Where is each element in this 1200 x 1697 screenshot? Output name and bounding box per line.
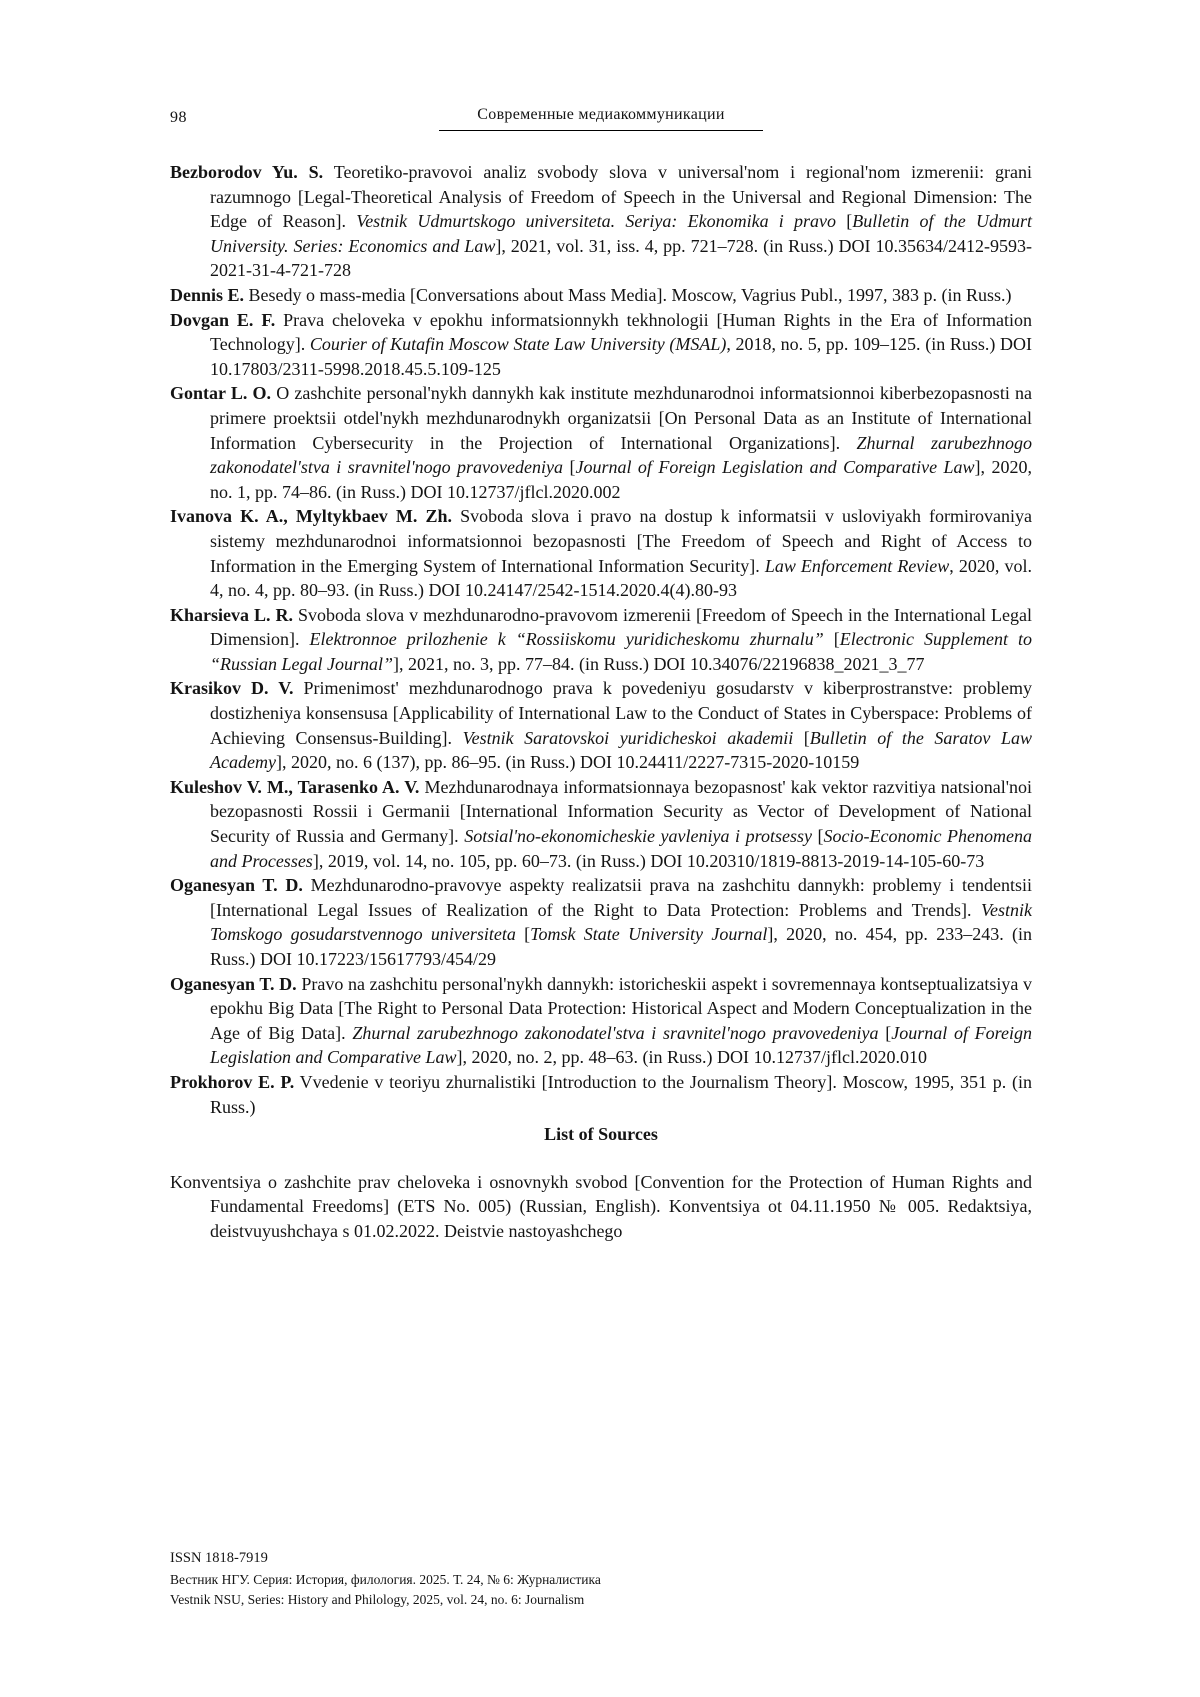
reference-text: [	[563, 457, 576, 478]
reference-entry	[170, 160, 1032, 283]
journal-title: Bulletin of the Saratov Law Academy	[210, 727, 1032, 773]
reference-text: [	[811, 826, 824, 847]
reference-text: Vvedenie v teoriyu zhurnalistiki [Introduction to the Journalism Theory]. Moscow, 1995, 351 p. (in Russ.)	[210, 1071, 1032, 1117]
author-names: Kuleshov V. M., Tarasenko A. V.	[170, 776, 420, 797]
reference-text: [	[793, 727, 810, 748]
reference-text: Besedy o mass-media [Conversations about Mass Media]. Moscow, Vagrius Publ., 1997, 383 p. (in Russ.)	[244, 284, 1012, 305]
running-title: Современные медиакоммуникации	[439, 106, 762, 131]
reference-entry	[170, 504, 1032, 602]
footer-issn: ISSN 1818-7919	[170, 1550, 268, 1566]
journal-title: Zhurnal zarubezhnogo zakonodatel'stva i sravnitel'nogo pravovedeniya	[352, 1022, 879, 1043]
journal-title: Vestnik Saratovskoi yuridicheskoi akademii	[462, 727, 794, 748]
reference-text: Mezhdunarodno-pravovye aspekty realizatsii prava na zashchitu dannykh: problemy i tendentsii [International Legal Issues of Realization of the Right to Data Protection: Problems and Trends].	[210, 875, 1032, 920]
reference-entry	[170, 873, 1032, 971]
journal-title: Courier of Kutafin Moscow State Law University (MSAL)	[309, 334, 727, 355]
journal-title: Law Enforcement Review	[764, 555, 950, 576]
page-footer	[170, 1548, 601, 1610]
author-names: Oganesyan T. D.	[170, 875, 303, 896]
reference-text: Svoboda slova i pravo na dostup k informatsii v usloviyakh formirovaniya sistemy mezhdunarodnoi informatsionnoi bezopasnosti [The Freedom of Speech and Right of Access to Information in the Emerging System of International Information Security].	[210, 506, 1033, 576]
reference-text: [	[515, 924, 531, 945]
reference-text: ], 2019, vol. 14, no. 105, pp. 60–73. (in Russ.) DOI 10.20310/1819-8813-2019-14-105-60-73	[312, 850, 985, 871]
reference-text: ], 2020, no. 2, pp. 48–63. (in Russ.) DOI 10.12737/jflcl.2020.010	[456, 1047, 927, 1068]
reference-text: O zashchite personal'nykh dannykh kak institute mezhdunarodnoi informatsionnoi kiberbezopasnosti na primere proektsii otdel'nykh mezhdunarodnykh organizatsii [On Personal Data as an Institute of International Information Cybersecurity in the Projection of International Organizations].	[210, 383, 1032, 453]
author-names: Gontar L. O.	[170, 383, 272, 404]
reference-text: Primenimost' mezhdunarodnogo prava k povedeniyu gosudarstv v kiberprostranstve: problemy dostizheniya konsensusa [Applicability of International Law to the Conduct of States in Cyberspace: Problems of Achieving Consensus-Building].	[210, 678, 1033, 748]
reference-entry	[170, 603, 1032, 677]
journal-title: Vestnik Udmurtskogo universiteta. Seriya: Ekonomika i pravo	[356, 211, 837, 232]
journal-title: Zhurnal zarubezhnogo zakonodatel'stva i sravnitel'nogo pravovedeniya	[210, 432, 1032, 478]
journal-title: Journal of Foreign Legislation and Comparative Law	[575, 457, 975, 478]
journal-title: Tomsk State University Journal	[530, 924, 768, 945]
author-names: Dovgan E. F.	[170, 309, 276, 330]
reference-entry	[170, 308, 1032, 382]
author-names: Oganesyan T. D.	[170, 973, 297, 994]
author-names: Ivanova K. A., Myltykbaev M. Zh.	[170, 506, 453, 527]
reference-entry	[170, 283, 1032, 308]
reference-text: Prava cheloveka v epokhu informatsionnykh tekhnologii [Human Rights in the Era of Information Technology].	[210, 309, 1032, 355]
footer-line-ru: Вестник НГУ. Серия: История, филология. 2025. Т. 24, № 6: Журналистика	[170, 1572, 601, 1587]
reference-text: ], 2020, no. 454, pp. 233–243. (in Russ.) DOI 10.17223/15617793/454/29	[210, 924, 1032, 969]
page-number: 98	[170, 109, 187, 126]
reference-text: Pravo na zashchitu personal'nykh dannykh: istoricheskii aspekt i sovremennaya kontseptualizatsiya v epokhu Big Data [The Right to Personal Data Protection: Historical Aspect and Modern Conceptualization in the Age of Big Data].	[210, 973, 1032, 1043]
reference-text: , 2020, vol. 4, no. 4, pp. 80–93. (in Russ.) DOI 10.24147/2542-1514.2020.4(4).80-93	[210, 555, 1032, 601]
author-names: Prokhorov E. P.	[170, 1071, 295, 1092]
reference-text: Mezhdunarodnaya informatsionnaya bezopasnost' kak vektor razvitiya natsional'noi bezopasnosti Rossii i Germanii [International Information Security as Vector of Development of National Security of Russia and Germany].	[210, 776, 1032, 847]
running-title-wrap	[170, 106, 1032, 131]
page-header	[170, 106, 1032, 131]
sources-heading: List of Sources	[544, 1124, 658, 1145]
reference-text: [	[836, 211, 853, 232]
reference-text: Konventsiya o zashchite prav cheloveka i osnovnykh svobod [Convention for the Protection of Human Rights and Fundamental Freedoms] (ETS No. 005) (Russian, English). Konventsiya ot 04.11.1950 № 005. Redaktsiya, deistvuyushchaya s 01.02.2022. Deistvie nastoyashchego	[170, 1171, 1032, 1241]
reference-entry	[170, 972, 1032, 1070]
page-content	[170, 160, 1032, 1244]
reference-text: [	[878, 1022, 892, 1043]
reference-entry	[170, 676, 1032, 774]
reference-text: ], 2021, vol. 31, iss. 4, pp. 721–728. (in Russ.) DOI 10.35634/2412-9593-2021-31-4-721-728	[210, 235, 1032, 281]
references-list	[170, 160, 1032, 1119]
reference-text: ], 2021, no. 3, pp. 77–84. (in Russ.) DOI 10.34076/22196838_2021_3_77	[393, 653, 925, 674]
sources-list	[170, 1170, 1032, 1244]
author-names: Dennis E.	[170, 284, 245, 305]
journal-title: Vestnik Tomskogo gosudarstvennogo universiteta	[210, 899, 1032, 945]
journal-title: Journal of Foreign Legislation and Comparative Law	[210, 1022, 1032, 1068]
author-names: Kharsieva L. R.	[170, 604, 294, 625]
author-names: Krasikov D. V.	[170, 678, 294, 699]
author-names: Bezborodov Yu. S.	[170, 162, 324, 182]
reference-text: Svoboda slova v mezhdunarodno-pravovom izmerenii [Freedom of Speech in the International Legal Dimension].	[210, 604, 1032, 650]
source-entry	[170, 1170, 1032, 1244]
reference-entry	[170, 1070, 1032, 1119]
journal-title: Socio-Economic Phenomena and Processes	[210, 826, 1032, 871]
journal-title: Electronic Supplement to “Russian Legal Journal”	[210, 629, 1032, 674]
reference-text: , 2018, no. 5, pp. 109–125. (in Russ.) DOI 10.17803/2311-5998.2018.45.5.109-125	[210, 334, 1032, 379]
reference-text: ], 2020, no. 6 (137), pp. 86–95. (in Russ.) DOI 10.24411/2227-7315-2020-10159	[275, 752, 860, 773]
footer-line-en: Vestnik NSU, Series: History and Philology, 2025, vol. 24, no. 6: Journalism	[170, 1592, 585, 1607]
journal-title: Bulletin of the Udmurt University. Series: Economics and Law	[210, 211, 1033, 256]
reference-entry	[170, 381, 1032, 504]
journal-title: Sotsial'no-ekonomicheskie yavleniya i protsessy	[464, 826, 812, 847]
reference-text: Teoretiko-pravovoi analiz svobody slova v universal'nom i regional'nom izmerenii: grani razumnogo [Legal-Theoretical Analysis of Freedom of Speech in the Universal and Regional Dimension: The Edge of Reason].	[210, 162, 1032, 232]
reference-text: ], 2020, no. 1, pp. 74–86. (in Russ.) DOI 10.12737/jflcl.2020.002	[210, 457, 1032, 502]
reference-text: [	[823, 629, 840, 650]
reference-entry	[170, 775, 1032, 873]
journal-title: Elektronnoe prilozhenie k “Rossiiskomu yuridicheskomu zhurnalu”	[309, 629, 824, 650]
